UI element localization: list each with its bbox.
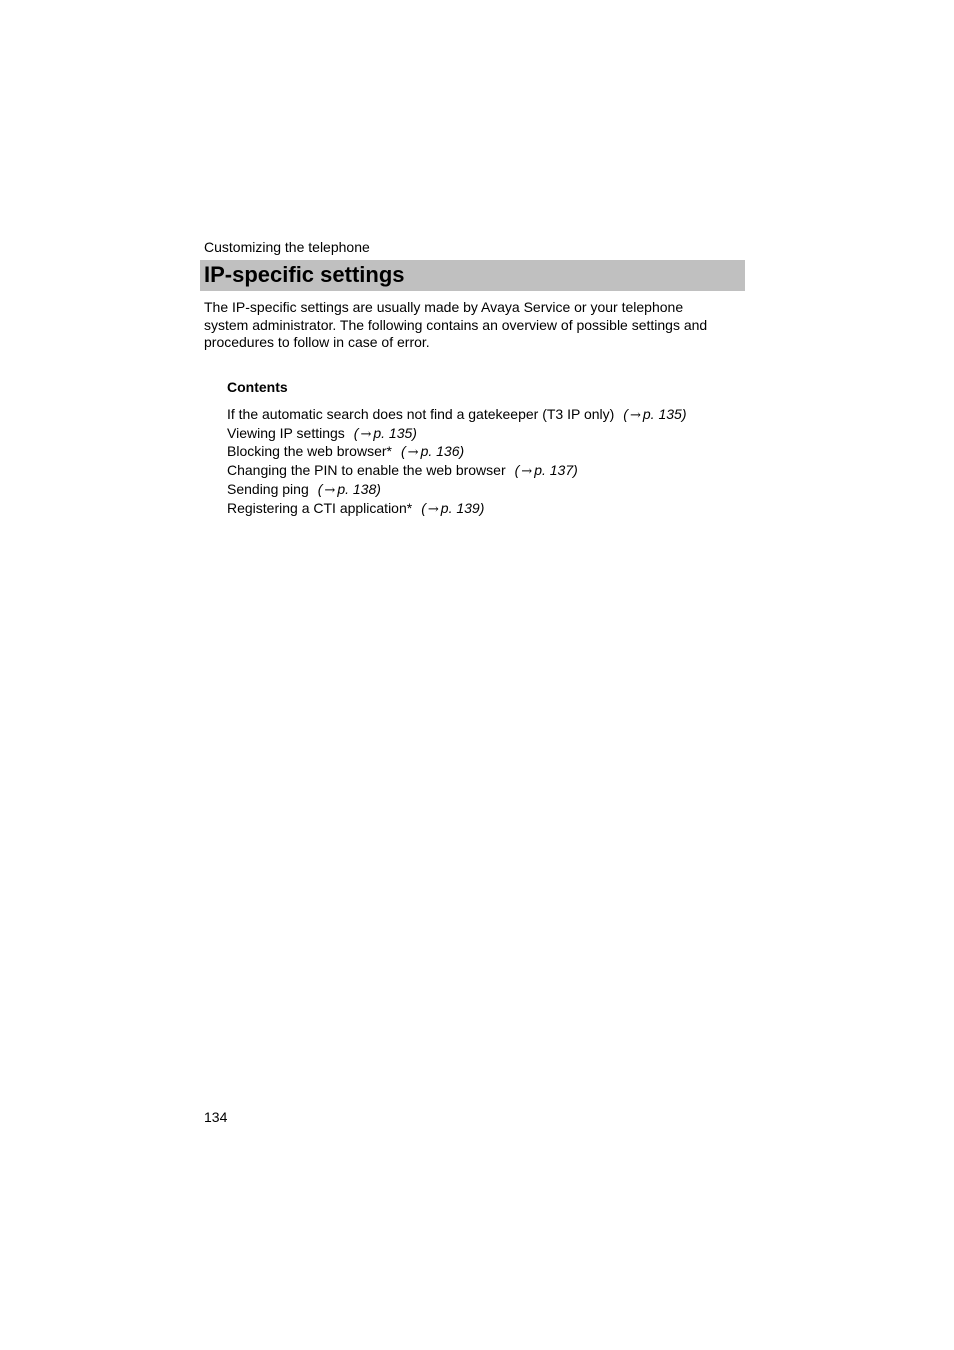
page-reference-number: p. 135 (642, 406, 682, 422)
page-reference[interactable]: ( → p. 135) (623, 406, 687, 423)
page-reference-number: p. 138 (337, 480, 377, 497)
contents-item[interactable] (227, 443, 686, 462)
page-reference[interactable]: ( → p. 139) (421, 499, 485, 517)
page-reference-number: p. 139 (440, 499, 480, 516)
arrow-right-icon: → (629, 408, 641, 423)
arrow-right-icon: → (324, 482, 336, 498)
contents-item-label: Sending ping (227, 480, 309, 497)
arrow-right-icon: → (521, 464, 533, 480)
page-reference-number: p. 135 (373, 424, 413, 441)
contents-list (227, 406, 686, 518)
contents-item-label: Viewing IP settings (227, 424, 345, 441)
intro-line: The IP-specific settings are usually made by Avaya Service or your telephone (204, 299, 684, 315)
contents-item-label: If the automatic search does not find a gatekeeper (T3 IP only) (227, 406, 615, 422)
arrow-right-icon: → (427, 501, 439, 517)
contents-item[interactable] (227, 500, 686, 519)
contents-item-label: Registering a CTI application* (227, 499, 413, 516)
page-title: IP-specific settings (204, 262, 405, 287)
intro-line: procedures to follow in case of error. (204, 334, 430, 350)
page-reference-number: p. 136 (420, 443, 460, 460)
contents-item[interactable] (227, 425, 686, 444)
contents-item[interactable] (227, 406, 686, 425)
arrow-right-icon: → (360, 426, 372, 442)
contents-item-label: Blocking the web browser* (227, 443, 392, 460)
page-reference[interactable]: ( → p. 135) (353, 424, 417, 442)
contents-heading: Contents (227, 379, 288, 395)
page-reference[interactable]: ( → p. 137) (514, 462, 578, 480)
contents-item-label: Changing the PIN to enable the web browser (227, 462, 506, 479)
page-reference[interactable]: ( → p. 138) (317, 480, 381, 498)
intro-paragraph (204, 299, 749, 352)
page-reference-number: p. 137 (534, 462, 574, 479)
section-title-bar (200, 260, 745, 291)
contents-item[interactable] (227, 481, 686, 500)
intro-line: system administrator. The following contains an overview of possible settings and (204, 316, 708, 333)
page-reference[interactable]: ( → p. 136) (400, 443, 465, 461)
running-header: Customizing the telephone (204, 239, 370, 255)
page-number: 134 (204, 1109, 228, 1125)
contents-item[interactable] (227, 462, 686, 481)
arrow-right-icon: → (407, 445, 419, 461)
